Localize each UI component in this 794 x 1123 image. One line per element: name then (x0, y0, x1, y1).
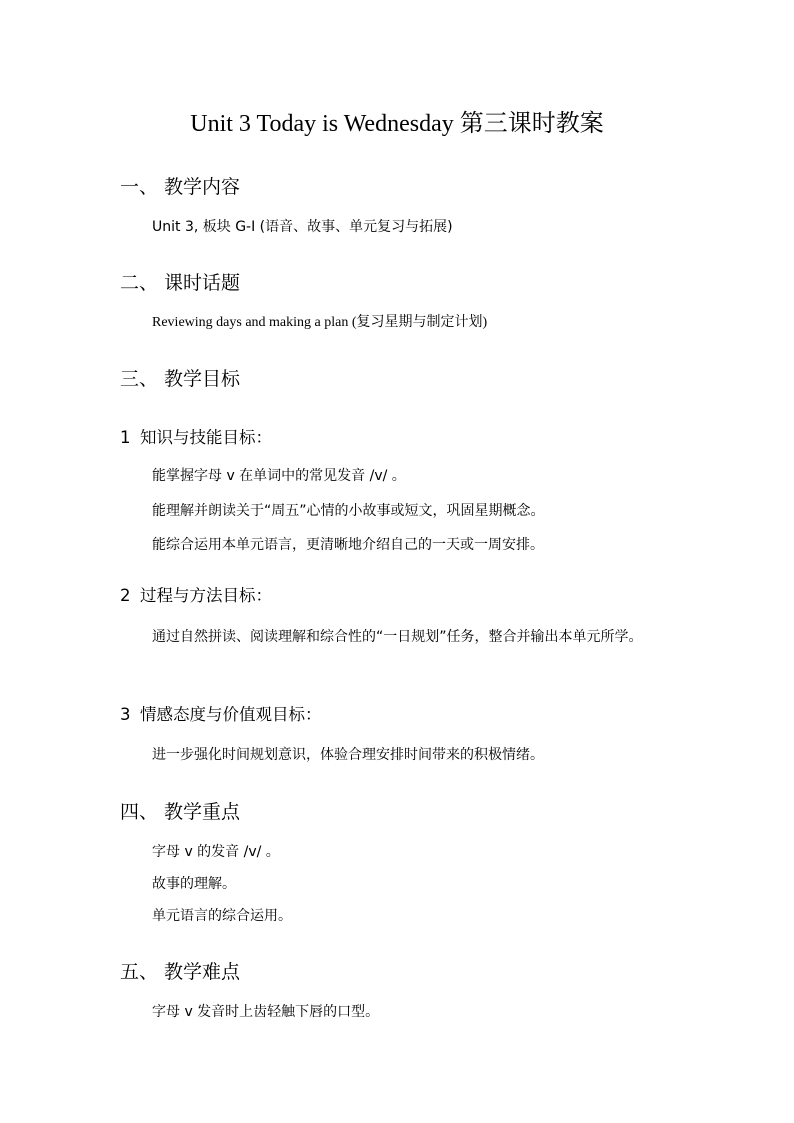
key-point-3: 单元语言的综合运用。 (152, 908, 292, 924)
objective-2-number: 2 (120, 586, 131, 605)
objective-3-heading (120, 703, 322, 727)
section-heading-content: 一、 教学内容 (120, 176, 241, 198)
objective-1-line-1: 能掌握字母 v 在单词中的常见发音 /v/ 。 (152, 468, 406, 484)
difficulty-1: 字母 v 发音时上齿轻触下唇的口型。 (152, 1004, 380, 1020)
section-heading-topic: 二、 课时话题 (120, 272, 241, 294)
objective-2-paragraph: 通过自然拼读、阅读理解和综合性的“一日规划”任务，整合并输出本单元所学。 (152, 629, 643, 645)
objective-3-number: 3 (120, 705, 131, 724)
section-heading-objectives: 三、 教学目标 (120, 368, 241, 390)
objective-3-title: 情感态度与价值观目标： (140, 705, 322, 724)
objective-1-line-2: 能理解并朗读关于“周五”心情的小故事或短文，巩固星期概念。 (152, 503, 545, 519)
objective-1-title: 知识与技能目标： (140, 428, 272, 447)
section-heading-difficulties: 五、 教学难点 (120, 961, 241, 983)
objective-1-heading (120, 426, 272, 450)
objective-1-number: 1 (120, 428, 131, 447)
objective-2-heading (120, 584, 272, 608)
topic-line: Reviewing days and making a plan (复习星期与制定计划) (152, 315, 488, 330)
objective-1-line-3: 能综合运用本单元语言，更清晰地介绍自己的一天或一周安排。 (152, 537, 544, 553)
objective-3-line-1: 进一步强化时间规划意识，体验合理安排时间带来的积极情绪。 (152, 747, 544, 763)
objective-2-title: 过程与方法目标： (140, 586, 272, 605)
page-title: Unit 3 Today is Wednesday 第三课时教案 (190, 111, 604, 137)
section-heading-key-points: 四、 教学重点 (120, 801, 241, 823)
content-line: Unit 3, 板块 G-I (语音、故事、单元复习与拓展) (152, 219, 453, 235)
key-point-1: 字母 v 的发音 /v/ 。 (152, 844, 280, 860)
key-point-2: 故事的理解。 (152, 876, 236, 892)
